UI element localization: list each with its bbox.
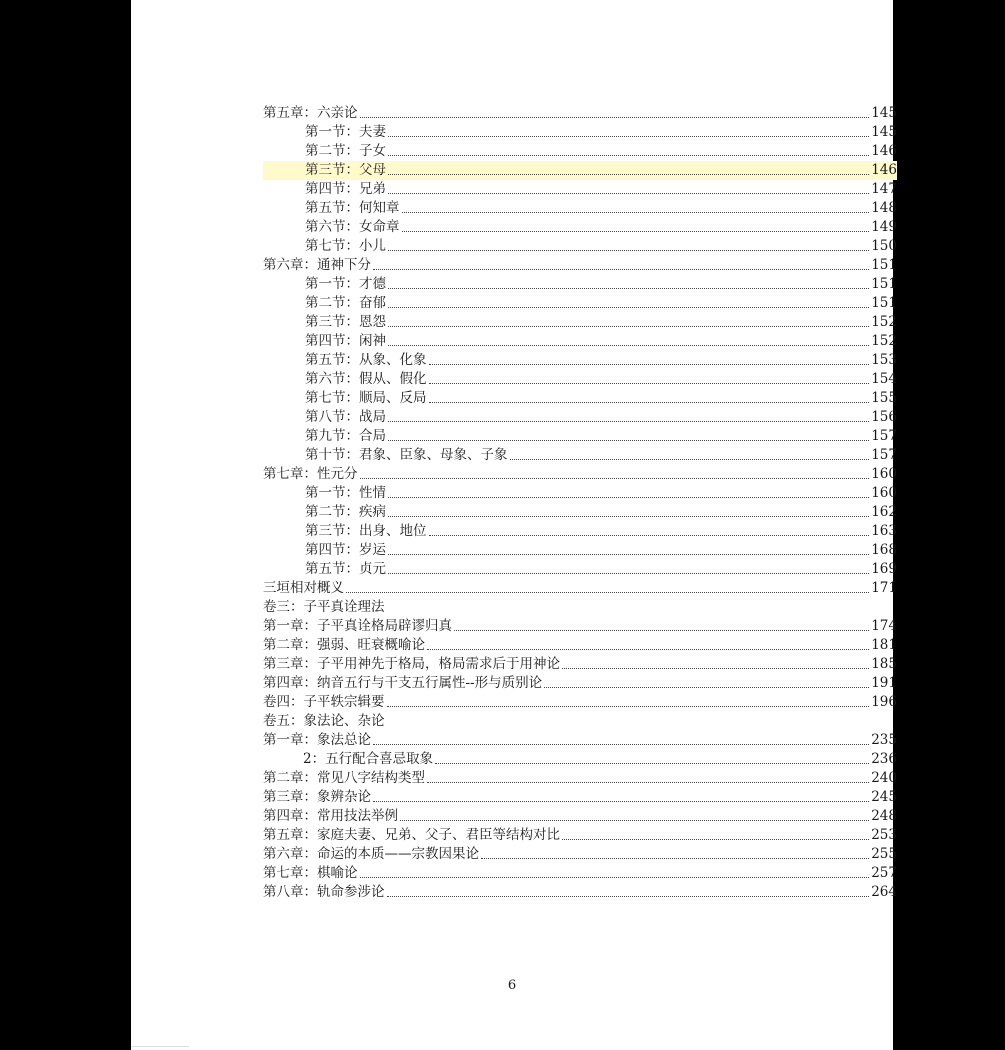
toc-entry-section[interactable] [263, 503, 897, 522]
toc-entry-label: 三垣相对概义 [263, 580, 344, 596]
toc-entry-label: 第二节：疾病 [305, 504, 386, 520]
toc-entry-chapter[interactable] [263, 883, 897, 902]
dot-leader [388, 497, 869, 498]
dot-leader [400, 820, 869, 821]
toc-entry-chapter[interactable] [263, 826, 897, 845]
toc-entry-label: 第三节：恩怨 [305, 314, 386, 330]
toc-entry-chapter[interactable] [263, 617, 897, 636]
toc-entry-chapter[interactable] [263, 636, 897, 655]
toc-entry-page: 145 [871, 105, 897, 121]
toc-entry-page: 151 [871, 295, 897, 311]
toc-entry-subsection[interactable] [263, 750, 897, 769]
toc-entry-page: 264 [871, 884, 897, 900]
dot-leader [562, 839, 869, 840]
toc-entry-page: 160 [871, 466, 897, 482]
toc-entry-page: 168 [871, 542, 897, 558]
toc-entry-label: 第三章：子平用神先于格局，格局需求后于用神论 [263, 656, 560, 672]
toc-entry-section[interactable] [263, 351, 897, 370]
toc-entry-label: 第一节：才德 [305, 276, 386, 292]
dot-leader [388, 288, 869, 289]
dot-leader [388, 440, 869, 441]
toc-entry-chapter[interactable] [263, 256, 897, 275]
dot-leader [544, 687, 869, 688]
toc-entry-page: 191 [871, 675, 897, 691]
toc-entry-label: 第五章：家庭夫妻、兄弟、父子、君臣等结构对比 [263, 827, 560, 843]
dot-leader [387, 896, 870, 897]
toc-entry-section[interactable] [263, 180, 897, 199]
dot-leader [388, 421, 869, 422]
toc-entry-section[interactable] [263, 389, 897, 408]
toc-entry-page: 245 [871, 789, 897, 805]
toc-entry-chapter[interactable] [263, 465, 897, 484]
dot-leader [373, 801, 869, 802]
toc-entry-label: 卷五：象法论、杂论 [263, 713, 385, 729]
dot-leader [388, 554, 869, 555]
toc-entry-label: 卷三：子平真诠理法 [263, 599, 385, 615]
toc-entry-chapter[interactable] [263, 104, 897, 123]
toc-entry-section[interactable] [263, 218, 897, 237]
toc-entry-page: 253 [871, 827, 897, 843]
toc-entry-chapter[interactable] [263, 788, 897, 807]
dot-leader [388, 136, 869, 137]
dot-leader [360, 117, 870, 118]
toc-entry-page: 149 [871, 219, 897, 235]
dot-leader [388, 174, 869, 175]
toc-entry-page: 153 [871, 352, 897, 368]
toc-entry-section[interactable] [263, 199, 897, 218]
toc-entry-label: 第八章：轨命参涉论 [263, 884, 385, 900]
dot-leader [454, 630, 869, 631]
toc-entry-section[interactable] [263, 237, 897, 256]
toc-entry-page: 155 [871, 390, 897, 406]
page-edge-mark [131, 1046, 189, 1047]
toc-entry-label: 第六节：女命章 [305, 219, 400, 235]
toc-entry-page: 169 [871, 561, 897, 577]
toc-entry-label: 第十节：君象、臣象、母象、子象 [305, 447, 508, 463]
dot-leader [429, 535, 870, 536]
toc-entry-label: 第四节：闲神 [305, 333, 386, 349]
toc-entry-label: 第九节：合局 [305, 428, 386, 444]
toc-entry-page: 151 [871, 257, 897, 273]
toc-entry-label: 第七章：性元分 [263, 466, 358, 482]
toc-entry-section[interactable] [263, 142, 897, 161]
dot-leader [402, 231, 870, 232]
toc-entry-label: 第一节：夫妻 [305, 124, 386, 140]
toc-entry-page: 240 [871, 770, 897, 786]
toc-entry-label: 第五节：贞元 [305, 561, 386, 577]
dot-leader [373, 269, 869, 270]
toc-entry-label: 第二章：强弱、旺衰概喻论 [263, 637, 425, 653]
toc-entry-chapter[interactable] [263, 655, 897, 674]
toc-entry-label: 第七章：棋喻论 [263, 865, 358, 881]
toc-entry-page: 145 [871, 124, 897, 140]
toc-entry-label: 第一章：子平真诠格局辟谬归真 [263, 618, 452, 634]
toc-entry-label: 第六节：假从、假化 [305, 371, 427, 387]
toc-entry-label: 第三节：出身、地位 [305, 523, 427, 539]
toc-entry-chapter[interactable] [263, 731, 897, 750]
toc-entry-section[interactable] [263, 484, 897, 503]
toc-entry-page: 146 [871, 143, 897, 159]
dot-leader [388, 155, 869, 156]
dot-leader [481, 858, 869, 859]
document-page [131, 0, 897, 1050]
toc-entry-page: 171 [871, 580, 897, 596]
toc-entry-page: 160 [871, 485, 897, 501]
toc-entry-page: 152 [871, 314, 897, 330]
dot-leader [388, 345, 869, 346]
dot-leader [427, 782, 869, 783]
toc-entry-page: 157 [871, 428, 897, 444]
toc-entry-chapter[interactable] [263, 807, 897, 826]
toc-entry-volume[interactable] [263, 693, 897, 712]
toc-entry-chapter[interactable] [263, 769, 897, 788]
toc-entry-page: 174 [871, 618, 897, 634]
toc-entry-label: 第一章：象法总论 [263, 732, 371, 748]
toc-entry-section[interactable] [263, 275, 897, 294]
dot-leader [388, 326, 869, 327]
page-number: 6 [507, 978, 517, 993]
toc-entry-label: 第六章：通神下分 [263, 257, 371, 273]
toc-entry-page: 148 [871, 200, 897, 216]
dot-leader [402, 212, 870, 213]
toc-entry-page: 196 [871, 694, 897, 710]
toc-entry-page: 248 [871, 808, 897, 824]
toc-entry-section[interactable] [263, 427, 897, 446]
dot-leader [388, 250, 869, 251]
toc-entry-label: 第四章：纳音五行与干支五行属性--形与质别论 [263, 675, 543, 691]
toc-entry-page: 236 [871, 751, 897, 767]
dot-leader [388, 307, 869, 308]
toc-entry-page: 181 [871, 637, 897, 653]
toc-entry-label: 第五章：六亲论 [263, 105, 358, 121]
toc-entry-page: 163 [871, 523, 897, 539]
toc-entry-section[interactable] [263, 446, 897, 465]
toc-entry-label: 第七节：小儿 [305, 238, 386, 254]
dot-leader [510, 459, 870, 460]
toc-entry-page: 151 [871, 276, 897, 292]
toc-entry-chapter[interactable] [263, 864, 897, 883]
dot-leader [562, 668, 869, 669]
toc-entry-label: 第六章：命运的本质——宗教因果论 [263, 846, 479, 862]
dot-leader [360, 877, 870, 878]
toc-entry-label: 第一节：性情 [305, 485, 386, 501]
toc-entry-label: 第三节：父母 [305, 162, 386, 178]
toc-entry-label: 第七节：顺局、反局 [305, 390, 427, 406]
toc-entry-page: 257 [871, 865, 897, 881]
toc-entry-section[interactable] [263, 123, 897, 142]
dot-leader [346, 592, 869, 593]
toc-entry-label: 第五节：从象、化象 [305, 352, 427, 368]
toc-entry-chapter[interactable] [263, 674, 897, 693]
toc-entry-page: 154 [871, 371, 897, 387]
dot-leader [373, 744, 869, 745]
toc-entry-page: 157 [871, 447, 897, 463]
dot-leader [388, 573, 869, 574]
toc-entry-label: 第四章：常用技法举例 [263, 808, 398, 824]
toc-entry-page: 235 [871, 732, 897, 748]
toc-entry-label: 2：五行配合喜忌取象 [303, 751, 434, 767]
toc-entry-label: 第二章：常见八字结构类型 [263, 770, 425, 786]
toc-entry-section[interactable] [263, 370, 897, 389]
toc-entry-section[interactable] [263, 560, 897, 579]
toc-entry-section[interactable] [263, 522, 897, 541]
toc-entry-label: 第三章：象辨杂论 [263, 789, 371, 805]
toc-entry-label: 第八节：战局 [305, 409, 386, 425]
toc-entry-page: 156 [871, 409, 897, 425]
toc-entry-page: 150 [871, 238, 897, 254]
toc-entry-page: 146 [871, 162, 897, 178]
toc-entry-page: 185 [871, 656, 897, 672]
table-of-contents [263, 104, 897, 902]
dot-leader [427, 649, 869, 650]
toc-entry-page: 255 [871, 846, 897, 862]
dot-leader [360, 478, 870, 479]
toc-entry-label: 第二节：奋郁 [305, 295, 386, 311]
toc-entry-section[interactable] [263, 541, 897, 560]
toc-entry-volume[interactable] [263, 598, 897, 617]
dot-leader [435, 763, 869, 764]
toc-entry-section[interactable] [263, 332, 897, 351]
toc-entry-label: 第四节：岁运 [305, 542, 386, 558]
toc-entry-page: 147 [871, 181, 897, 197]
toc-entry-section-highlighted[interactable] [263, 161, 897, 180]
dot-leader [387, 706, 870, 707]
dot-leader [429, 383, 870, 384]
toc-entry-chapter[interactable] [263, 845, 897, 864]
dot-leader [388, 193, 869, 194]
toc-entry-label: 卷四：子平轶宗辑要 [263, 694, 385, 710]
toc-entry-chapter[interactable] [263, 579, 897, 598]
toc-entry-label: 第五节：何知章 [305, 200, 400, 216]
dot-leader [429, 402, 870, 403]
toc-entry-section[interactable] [263, 408, 897, 427]
toc-entry-label: 第二节：子女 [305, 143, 386, 159]
toc-entry-volume[interactable] [263, 712, 897, 731]
toc-entry-page: 152 [871, 333, 897, 349]
toc-entry-label: 第四节：兄弟 [305, 181, 386, 197]
toc-entry-page: 162 [871, 504, 897, 520]
dot-leader [388, 516, 869, 517]
toc-entry-section[interactable] [263, 313, 897, 332]
dot-leader [429, 364, 870, 365]
toc-entry-section[interactable] [263, 294, 897, 313]
